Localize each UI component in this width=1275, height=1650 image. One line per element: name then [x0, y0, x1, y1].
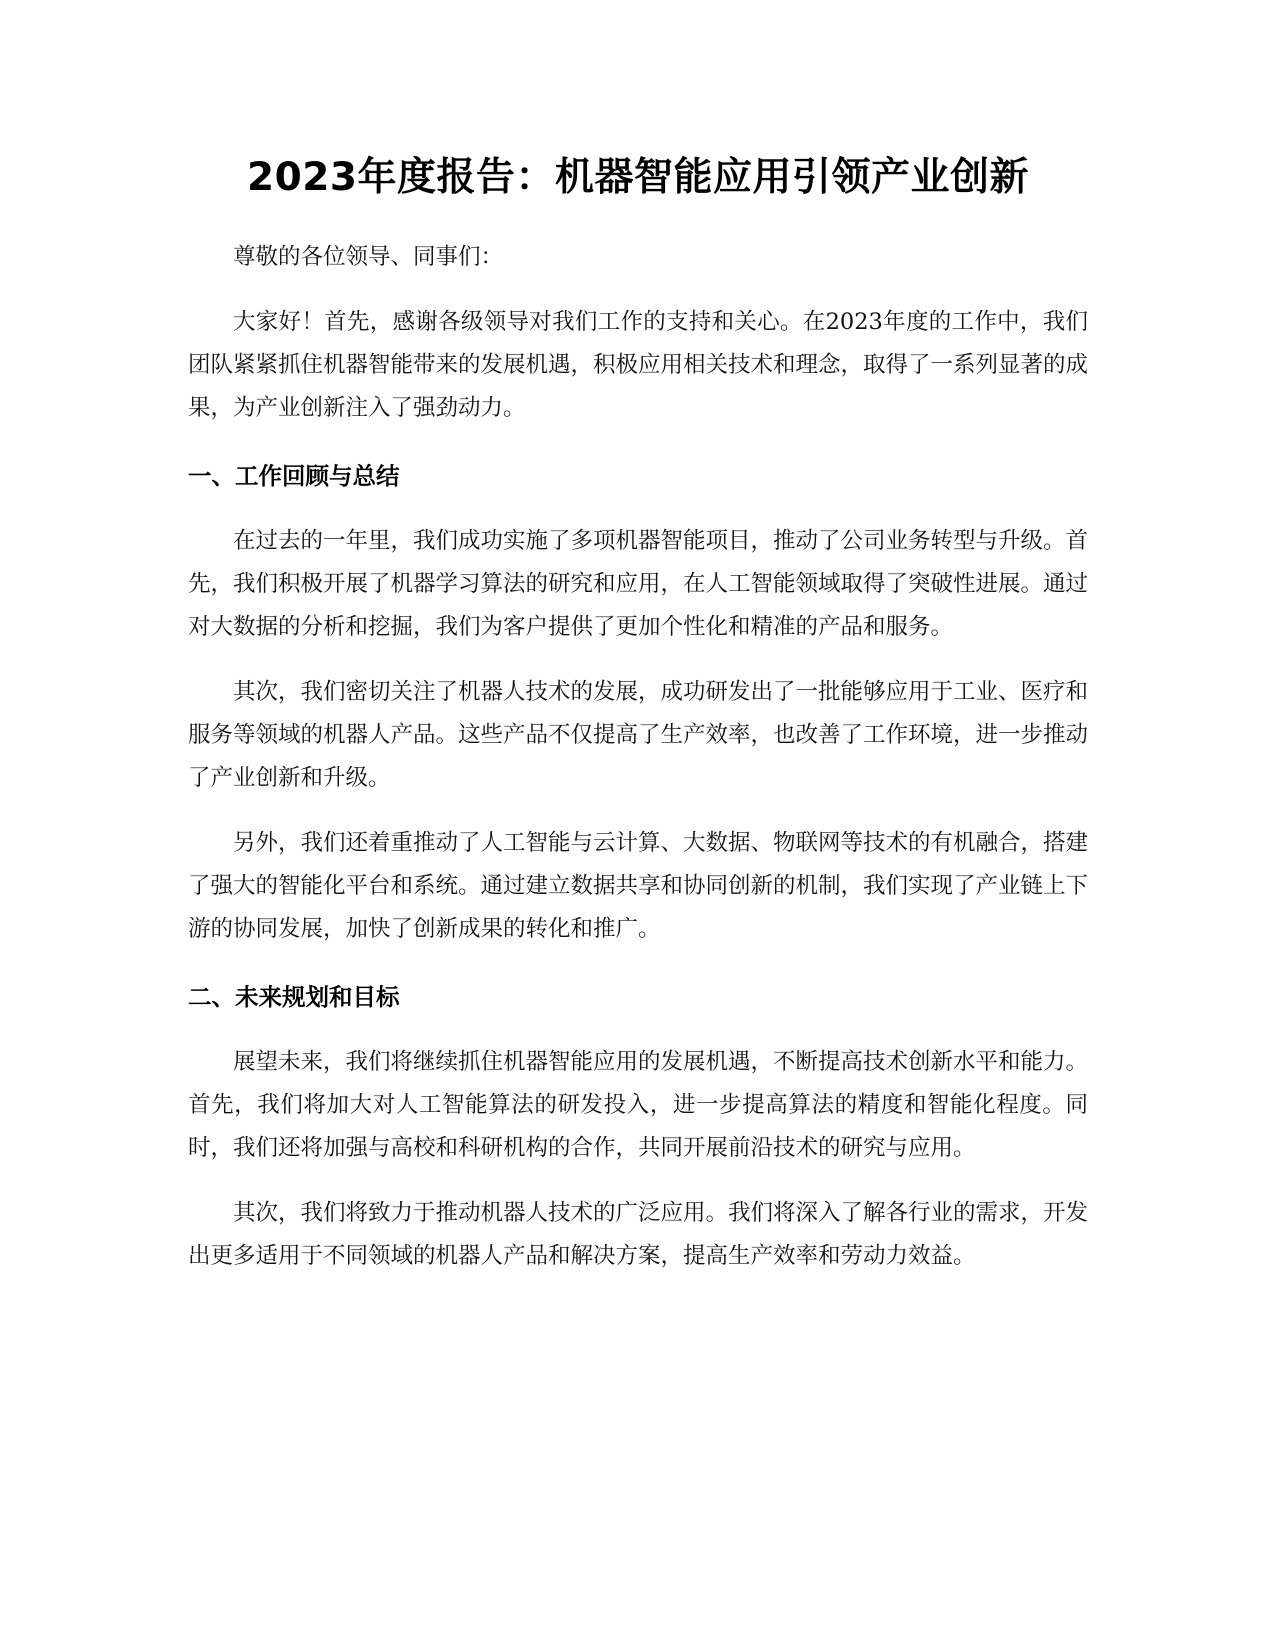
section-heading-plan: 二、未来规划和目标 [188, 983, 400, 1011]
document-title: 2023年度报告：机器智能应用引领产业创新 [246, 155, 1030, 200]
section-heading-review: 一、工作回顾与总结 [188, 462, 400, 490]
review-paragraph-2: 其次，我们密切关注了机器人技术的发展，成功研发出了一批能够应用于工业、医疗和服务等领域的机器人产品。这些产品不仅提高了生产效率，也改善了工作环境，进一步推动了产业创新和升级。 [188, 679, 1089, 791]
review-paragraph-3: 另外，我们还着重推动了人工智能与云计算、大数据、物联网等技术的有机融合，搭建了强大的智能化平台和系统。通过建立数据共享和协同创新的机制，我们实现了产业链上下游的协同发展，加快了创新成果的转化和推广。 [188, 830, 1089, 942]
intro-paragraph: 大家好！首先，感谢各级领导对我们工作的支持和关心。在2023年度的工作中，我们团队紧紧抓住机器智能带来的发展机遇，积极应用相关技术和理念，取得了一系列显著的成果，为产业创新注入了强劲动力。 [188, 309, 1089, 421]
plan-paragraph-2: 其次，我们将致力于推动机器人技术的广泛应用。我们将深入了解各行业的需求，开发出更多适用于不同领域的机器人产品和解决方案，提高生产效率和劳动力效益。 [188, 1200, 1089, 1269]
review-paragraph-1: 在过去的一年里，我们成功实施了多项机器智能项目，推动了公司业务转型与升级。首先，我们积极开展了机器学习算法的研究和应用，在人工智能领域取得了突破性进展。通过对大数据的分析和挖掘，我们为客户提供了更加个性化和精准的产品和服务。 [188, 528, 1089, 640]
salutation: 尊敬的各位领导、同事们： [233, 244, 504, 270]
plan-paragraph-1: 展望未来，我们将继续抓住机器智能应用的发展机遇，不断提高技术创新水平和能力。首先，我们将加大对人工智能算法的研发投入，进一步提高算法的精度和智能化程度。同时，我们还将加强与高校和科研机构的合作，共同开展前沿技术的研究与应用。 [188, 1049, 1089, 1161]
document-body [188, 148, 1088, 1278]
